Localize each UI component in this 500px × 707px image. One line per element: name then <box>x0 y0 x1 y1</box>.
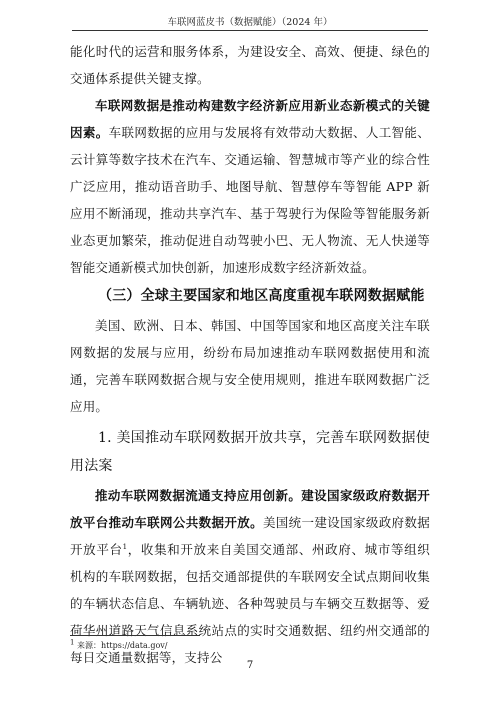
paragraph-global: 美国、欧洲、日本、韩国、中国等国家和地区高度关注车联网数据的发展与应用，纷纷布局加速推动车联网数据使用和流通，完善车联网数据合规与安全使用规则，推进车联网数据广泛应用。 <box>70 318 430 414</box>
paragraph-data-economy <box>70 92 430 281</box>
footnote <box>70 640 167 651</box>
paragraph-lead-bold: 推动车联网数据流通支持应用创新。建设国家级政府数据开放平台推动车联网公共数据开放。 <box>70 488 430 530</box>
paragraph-text: 美国统一建设国家级政府数据开放平台 <box>70 515 430 557</box>
paragraph-text: 车联网数据的应用与发展将有效带动大数据、人工智能、云计算等数字技术在汽车、交通运输、智慧城市等产业的综合性广泛应用，推动语音助手、地图导航、智慧停车等智能 APP 新应用不断涌现，推动共享汽车、基于驾驶行为保险等智能服务新业态更加繁荣，推动促进自动驾驶小巴、无人物流、无人快递等智能交通新模式加快创新，加速形成数字经济新效益。 <box>70 125 430 275</box>
subsection-heading: 1. 美国推动车联网数据开放共享，完善车联网数据使用法案 <box>70 430 430 474</box>
paragraph-lead-bold: 车联网数据是推动构建数字经济新应用新业态新模式的关键因素。 <box>70 98 430 140</box>
running-header: 车联网蓝皮书（数据赋能）（2024 年） <box>167 17 333 28</box>
paragraph-text: ，收集和开放来自美国交通部、州政府、城市等组织机构的车联网数据，包括交通部提供的车联网安全试点期间收集的车辆状态信息、车辆轨迹、各种驾驶员与车辆交互数据等、爱荷华州道路天气信息系统站点的实时交通数据、纽约州交通部的每日交通量数据等，支持公 <box>70 542 430 665</box>
footnote-mark: 1 <box>70 638 75 647</box>
paragraph-continued: 能化时代的运营和服务体系，为建设安全、高效、便捷、绿色的交通体系提供关键支撑。 <box>70 44 430 86</box>
footnote-reference[interactable]: 1 <box>122 542 128 551</box>
section-heading: （三）全球主要国家和地区高度重视车联网数据赋能 <box>98 288 425 304</box>
footnote-rule <box>70 635 200 636</box>
footnote-text: 来源：https://data.gov/ <box>77 641 168 650</box>
header-rule <box>72 30 428 31</box>
body-content <box>70 38 430 671</box>
page-number: 7 <box>246 660 254 671</box>
